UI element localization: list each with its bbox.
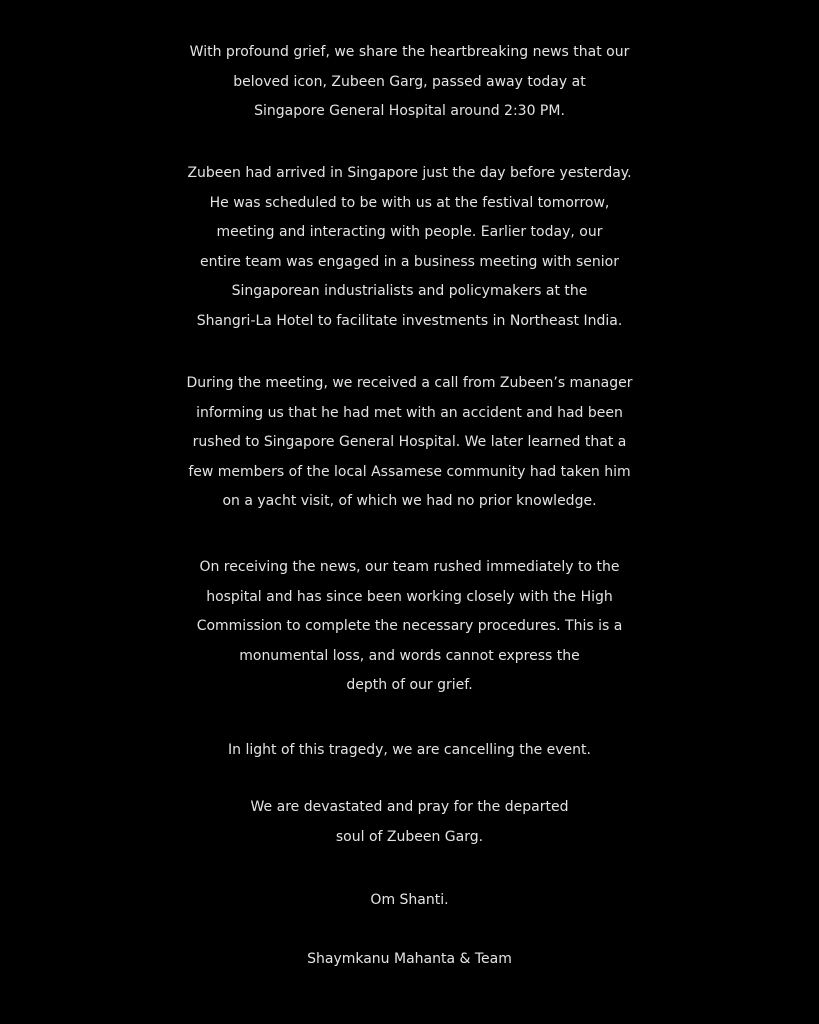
paragraph-prayer — [0, 793, 819, 852]
text-line: Om Shanti. — [370, 892, 449, 908]
text-line: depth of our grief. — [346, 677, 473, 694]
text-line: We are devastated and pray for the departed — [250, 799, 569, 815]
text-line: During the meeting, we received a call from Zubeen’s manager — [186, 375, 633, 391]
paragraph-om-shanti — [0, 886, 819, 916]
text-line: beloved icon, Zubeen Garg, passed away today at — [233, 73, 586, 90]
text-line: With profound grief, we share the heartbreaking news that our — [189, 44, 630, 60]
text-line: few members of the local Assamese community had taken him — [188, 463, 631, 480]
text-line: Singapore General Hospital around 2:30 PM. — [254, 103, 565, 120]
text-line: meeting and interacting with people. Earlier today, our — [216, 224, 603, 241]
text-line: entire team was engaged in a business meeting with senior — [199, 253, 619, 270]
text-line: on a yacht visit, of which we had no prior knowledge. — [222, 493, 597, 510]
paragraph-announcement — [0, 38, 819, 127]
paragraph-background — [0, 159, 819, 337]
text-line: On receiving the news, our team rushed immediately to the — [199, 559, 620, 575]
text-line: Zubeen had arrived in Singapore just the day before yesterday. — [187, 165, 632, 181]
text-line: Commission to complete the necessary procedures. This is a — [196, 618, 623, 635]
signature-line — [0, 945, 819, 975]
text-line: monumental loss, and words cannot express the — [239, 647, 580, 664]
paragraph-cancellation — [0, 736, 819, 766]
text-line: informing us that he had met with an accident and had been — [196, 404, 623, 421]
text-line: Shangri-La Hotel to facilitate investments in Northeast India. — [196, 312, 623, 329]
text-line: He was scheduled to be with us at the festival tomorrow, — [209, 194, 610, 211]
paragraph-incident — [0, 369, 819, 517]
text-line: Shaymkanu Mahanta & Team — [307, 951, 512, 967]
paragraph-response — [0, 553, 819, 701]
text-line: rushed to Singapore General Hospital. We later learned that a — [192, 434, 627, 451]
text-line: soul of Zubeen Garg. — [335, 828, 484, 845]
text-line: hospital and has since been working closely with the High — [206, 588, 613, 605]
text-line: Singaporean industrialists and policymakers at the — [231, 283, 588, 300]
text-line: In light of this tragedy, we are cancelling the event. — [228, 742, 591, 758]
